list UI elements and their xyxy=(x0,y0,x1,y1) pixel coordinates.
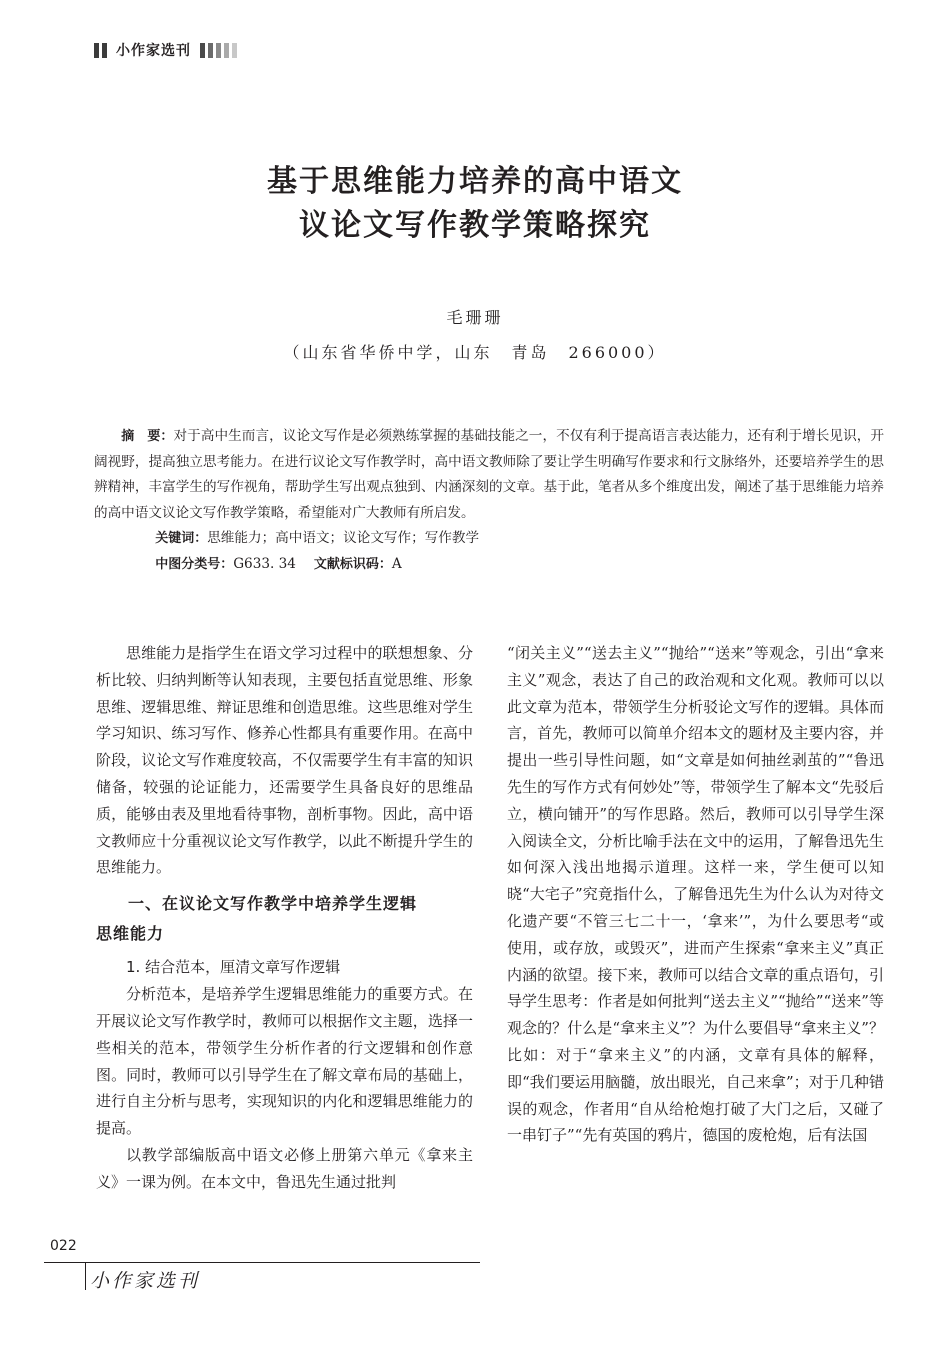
body-paragraph: “闭关主义”“送去主义”“抛给”“送来”等观念，引出“拿来主义”观念，表达了自己的政治观和文化观。教师可以以此文章为范本，带领学生分析驳论文写作的逻辑。具体而言，首先，教师可以简单介绍本文的题材及主要内容，并提出一些引导性问题，如“文章是如何抽丝剥茧的”“鲁迅先生的写作方式有何妙处”等，带领学生了解本文“先驳后立，横向铺开”的写作思路。然后，教师可以引导学生深入阅读全文，分析比喻手法在文中的运用，了解鲁迅先生如何深入浅出地揭示道理。这样一来，学生便可以知晓“大宅子”究竟指什么，了解鲁迅先生为什么认为对待文化遗产要“不管三七二十一，‘拿来’”，为什么要思考“或使用，或存放，或毁灭”，进而产生探索“拿来主义”真正内涵的欲望。接下来，教师可以结合文章的重点语句，引导学生思考：作者是如何批判“送去主义”“抛给”“送来”等观念的？什么是“拿来主义”？为什么要倡导“拿来主义”？比如：对于“拿来主义”的内涵，文章有具体的解释，即“我们要运用脑髓，放出眼光，自己来拿”；对于几种错误的观念，作者用“自从给枪炮打破了大门之后，又碰了一串钉子”“先有英国的鸦片，德国的废枪炮，后有法国 xyxy=(507,644,884,1145)
body-column-left xyxy=(96,640,473,1196)
running-header xyxy=(94,40,240,60)
body-column-right xyxy=(507,640,884,1149)
subsection-heading: 1. 结合范本，厘清文章写作逻辑 xyxy=(126,958,341,977)
abstract-paragraph xyxy=(94,424,884,526)
gradient-bar-icon xyxy=(224,43,229,58)
title-line: 议论文写作教学策略探究 xyxy=(299,208,651,243)
gradient-bar-icon xyxy=(200,43,205,58)
author-name: 毛珊珊 xyxy=(446,308,504,327)
section-heading xyxy=(96,889,473,949)
journal-name: 小作家选刊 xyxy=(116,43,191,59)
body-paragraph: 以教学部编版高中语文必修上册第六单元《拿来主义》一课为例。在本文中，鲁迅先生通过批判 xyxy=(96,1145,473,1191)
header-bar-icon xyxy=(102,43,107,58)
abstract-text: 对于高中生而言，议论文写作是必须熟练掌握的基础技能之一，不仅有利于提高语言表达能力，还有利于增长见识，开阔视野，提高独立思考能力。在进行议论文写作教学时，高中语文教师除了要让学生明确写作要求和行文脉络外，还要培养学生的思辨精神，丰富学生的写作视角，帮助学生写出观点独到、内涵深刻的文章。基于此，笔者从多个维度出发，阐述了基于思维能力培养的高中语文议论文写作教学策略，希望能对广大教师有所启发。 xyxy=(94,428,884,521)
page-number: 022 xyxy=(50,1238,77,1254)
clc-value: G633. 34 xyxy=(233,555,296,572)
clc-label: 中图分类号： xyxy=(155,556,234,572)
gradient-bar-icon xyxy=(232,43,237,58)
abstract-block xyxy=(94,424,884,578)
gradient-bar-icon xyxy=(216,43,221,58)
footer-logo: 小作家选刊 xyxy=(90,1270,201,1292)
header-bar-icon xyxy=(94,43,99,58)
footer-divider xyxy=(85,1262,86,1290)
gradient-bar-icon xyxy=(208,43,213,58)
body-paragraph: 思维能力是指学生在语文学习过程中的联想想象、分析比较、归纳判断等认知表现，主要包括直觉思维、形象思维、逻辑思维、辩证思维和创造思维。这些思维对学生学习知识、练习写作、修养心性都具有重要作用。在高中阶段，议论文写作难度较高，不仅需要学生有丰富的知识储备，较强的论证能力，还需要学生具备良好的思维品质，能够由表及里地看待事物，剖析事物。因此，高中语文教师应十分重视议论文写作教学，以此不断提升学生的思维能力。 xyxy=(96,644,473,877)
section-heading-line2: 思维能力 xyxy=(96,924,165,944)
body-paragraph: 分析范本，是培养学生逻辑思维能力的重要方式。在开展议论文写作教学时，教师可以根据作文主题，选择一些相关的范本，带领学生分析作者的行文逻辑和创作意图。同时，教师可以引导学生在了解文章布局的基础上，进行自主分析与思考，实现知识的内化和逻辑思维能力的提高。 xyxy=(96,985,473,1138)
author-affiliation: （山东省华侨中学，山东 青岛 266000） xyxy=(283,343,667,362)
doc-code-label: 文献标识码： xyxy=(313,556,392,572)
footer-rule xyxy=(44,1262,480,1263)
doc-code-value: A xyxy=(391,555,402,572)
section-heading-line1: 一、在议论文写作教学中培养学生逻辑 xyxy=(128,894,418,914)
keywords-line xyxy=(94,526,884,552)
keywords-label: 关键词： xyxy=(155,531,208,547)
article-title xyxy=(0,160,950,248)
classification-line xyxy=(94,552,884,578)
title-line: 基于思维能力培养的高中语文 xyxy=(267,164,683,199)
keywords-text: 思维能力；高中语文；议论文写作；写作教学 xyxy=(207,530,480,547)
abstract-label: 摘 要： xyxy=(121,429,174,444)
